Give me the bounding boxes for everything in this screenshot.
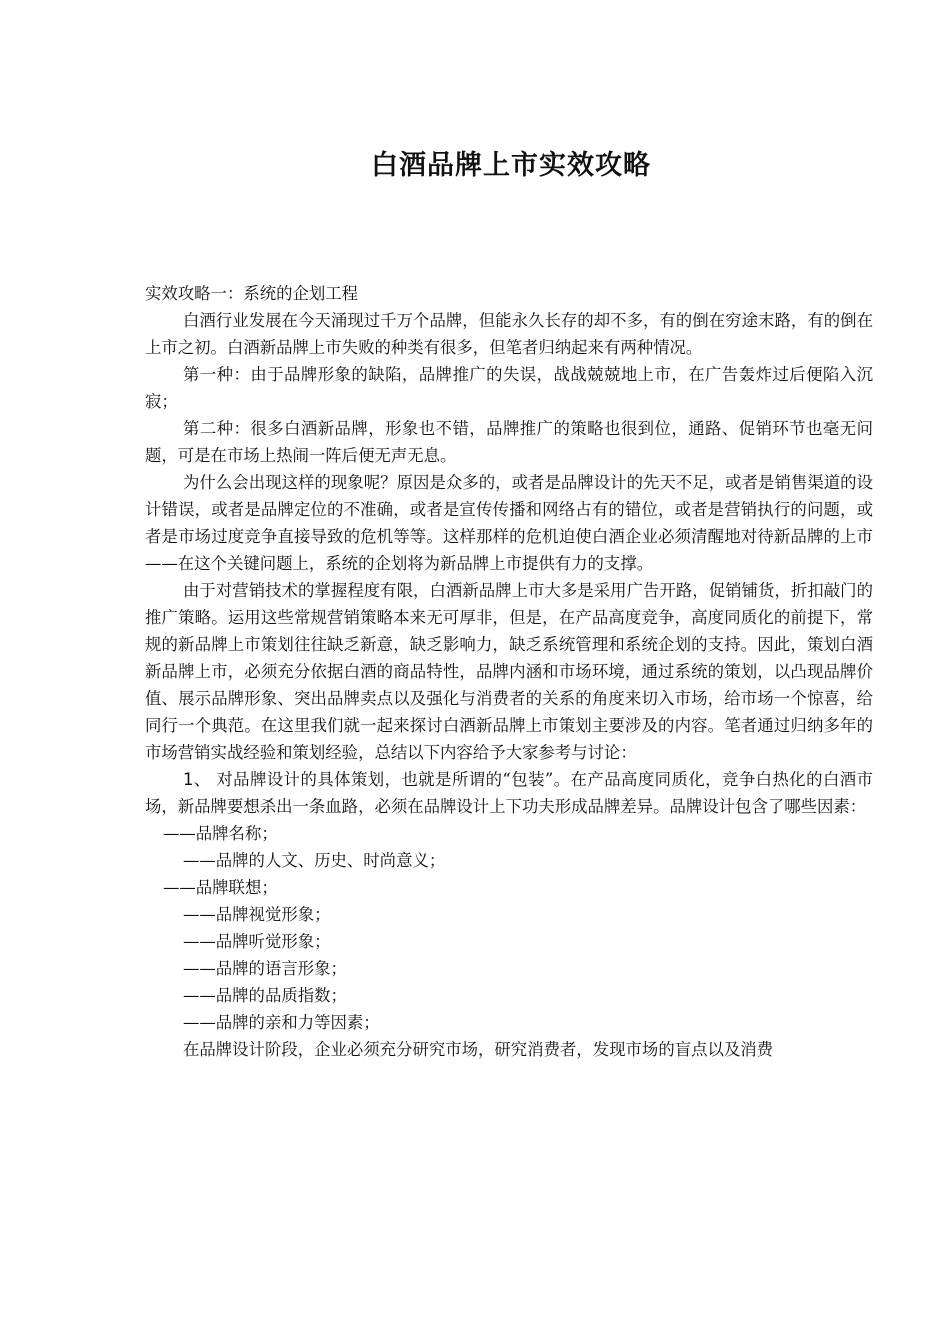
list-item: ——品牌的语言形象；	[183, 959, 347, 978]
document-title: 白酒品牌上市实效攻略	[371, 150, 651, 181]
list-item: ——品牌的品质指数；	[183, 986, 347, 1005]
document-body	[145, 280, 873, 1063]
list-item: ——品牌听觉形象；	[183, 932, 331, 951]
paragraph: 由于对营销技术的掌握程度有限，白酒新品牌上市大多是采用广告开路，促销铺货，折扣敲门的推广策略。运用这些常规营销策略本来无可厚非，但是，在产品高度竞争，高度同质化的前提下，常规的新品牌上市策划往往缺乏新意，缺乏影响力，缺乏系统管理和系统企划的支持。因此，策划白酒新品牌上市，必须充分依据白酒的商品特性，品牌内涵和市场环境，通过系统的策划，以凸现品牌价值、展示品牌形象、突出品牌卖点以及强化与消费者的关系的角度来切入市场，给市场一个惊喜，给同行一个典范。在这里我们就一起来探讨白酒新品牌上市策划主要涉及的内容。笔者通过归纳多年的市场营销实战经验和策划经验，总结以下内容给予大家参考与讨论：	[145, 581, 873, 762]
numbered-item	[145, 766, 873, 820]
paragraph: 第一种：由于品牌形象的缺陷，品牌推广的失误，战战兢兢地上市，在广告轰炸过后便陷入沉寂；	[145, 365, 873, 411]
list-item: ——品牌的人文、历史、时尚意义；	[183, 851, 446, 870]
list-item: ——品牌视觉形象；	[183, 905, 331, 924]
paragraph: 为什么会出现这样的现象呢？原因是众多的，或者是品牌设计的先天不足，或者是销售渠道的设计错误，或者是品牌定位的不准确，或者是宣传传播和网络占有的错位，或者是营销执行的问题，或者是市场过度竞争直接导致的危机等等。这样那样的危机迫使白酒企业必须清醒地对待新品牌的上市——在这个关键问题上，系统的企划将为新品牌上市提供有力的支撑。	[145, 473, 873, 573]
paragraph: 第二种：很多白酒新品牌，形象也不错，品牌推广的策略也很到位，通路、促销环节也毫无问题，可是在市场上热闹一阵后便无声无息。	[145, 419, 873, 465]
item-text: 对品牌设计的具体策划，也就是所谓的“包装”。在产品高度同质化，竞争白热化的白酒市场，新品牌要想杀出一条血路，必须在品牌设计上下功夫形成品牌差异。品牌设计包含了哪些因素：	[145, 770, 873, 816]
list-item: ——品牌的亲和力等因素；	[183, 1013, 380, 1032]
paragraph: 在品牌设计阶段，企业必须充分研究市场，研究消费者，发现市场的盲点以及消费	[183, 1040, 774, 1059]
list-item: ——品牌名称；	[163, 824, 278, 843]
item-number: 1、	[183, 770, 211, 789]
list-item: ——品牌联想；	[163, 878, 278, 897]
paragraph: 白酒行业发展在今天涌现过千万个品牌，但能永久长存的却不多，有的倒在穷途末路，有的倒在上市之初。白酒新品牌上市失败的种类有很多，但笔者归纳起来有两种情况。	[145, 311, 873, 357]
section-heading: 实效攻略一：系统的企划工程	[145, 284, 359, 303]
